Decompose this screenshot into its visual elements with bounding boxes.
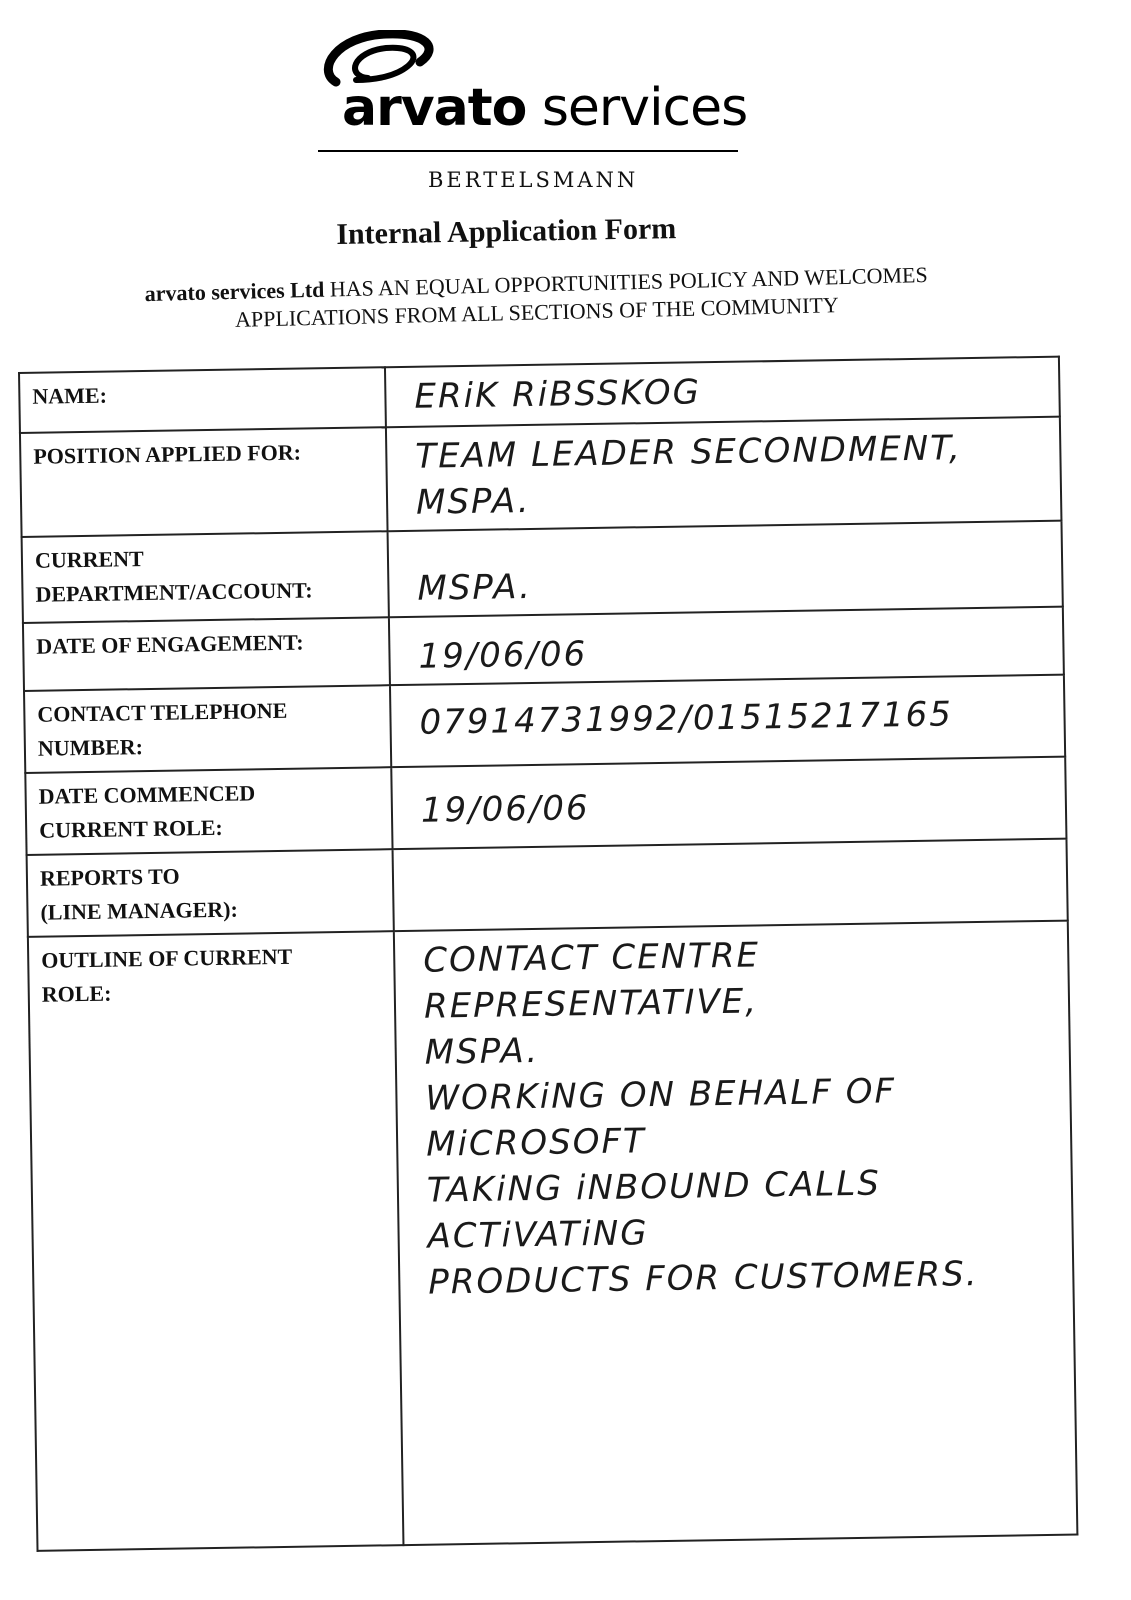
- department-label: CURRENT DEPARTMENT/ACCOUNT:: [22, 531, 389, 623]
- brand-parent-company: BERTELSMANN: [428, 168, 639, 192]
- brand-name: [342, 78, 748, 138]
- outline-value: CONTACT CENTRE REPRESENTATIVE, MSPA. WORKiNG ON BEHALF OF MiCROSOFT TAKiNG iNBOUND CALLS ACTiVATiNG PRODUCTS FOR CUSTOMERS.: [422, 935, 979, 1303]
- policy-company-name: arvato services Ltd: [144, 276, 325, 307]
- outline-label: OUTLINE OF CURRENT ROLE:: [28, 931, 404, 1551]
- brand-divider: [318, 150, 738, 152]
- form-row-department: [22, 521, 1063, 623]
- form-row-outline: [28, 921, 1078, 1551]
- date-engagement-label: DATE OF ENGAGEMENT:: [23, 617, 390, 691]
- position-label: POSITION APPLIED FOR:: [20, 427, 388, 537]
- name-field[interactable]: [385, 357, 1060, 428]
- date-commenced-field[interactable]: [391, 757, 1066, 850]
- telephone-label: CONTACT TELEPHONE NUMBER:: [24, 685, 391, 773]
- brand-name-secondary: services: [526, 78, 748, 138]
- reports-to-value: [422, 846, 1042, 856]
- telephone-field[interactable]: [390, 675, 1065, 768]
- brand-name-primary: arvato: [342, 78, 527, 138]
- form-title: Internal Application Form: [336, 212, 677, 251]
- equal-opportunities-statement: [66, 259, 1007, 338]
- department-value: MSPA.: [417, 566, 533, 609]
- reports-to-label: REPORTS TO (LINE MANAGER):: [27, 849, 394, 937]
- department-field[interactable]: [388, 521, 1063, 618]
- date-engagement-value: 19/06/06: [418, 634, 588, 677]
- application-form-table: [18, 356, 1078, 1552]
- position-field[interactable]: [386, 417, 1062, 532]
- position-value: TEAM LEADER SECONDMENT, MSPA.: [415, 428, 963, 523]
- name-value: ERiK RiBSSKOG: [414, 372, 702, 417]
- telephone-value: 07914731992/01515217165: [419, 694, 954, 743]
- reports-to-field[interactable]: [393, 839, 1068, 932]
- date-engagement-field[interactable]: [389, 607, 1064, 686]
- form-row-position: [20, 417, 1062, 537]
- outline-field[interactable]: [394, 921, 1078, 1546]
- date-commenced-label: DATE COMMENCED CURRENT ROLE:: [25, 767, 392, 855]
- name-label: NAME:: [19, 367, 386, 433]
- policy-line-2: APPLICATIONS FROM ALL SECTIONS OF THE COMMUNITY: [234, 292, 840, 332]
- date-commenced-value: 19/06/06: [420, 788, 590, 831]
- policy-line-1-text: HAS AN EQUAL OPPORTUNITIES POLICY AND WELCOMES: [324, 261, 928, 302]
